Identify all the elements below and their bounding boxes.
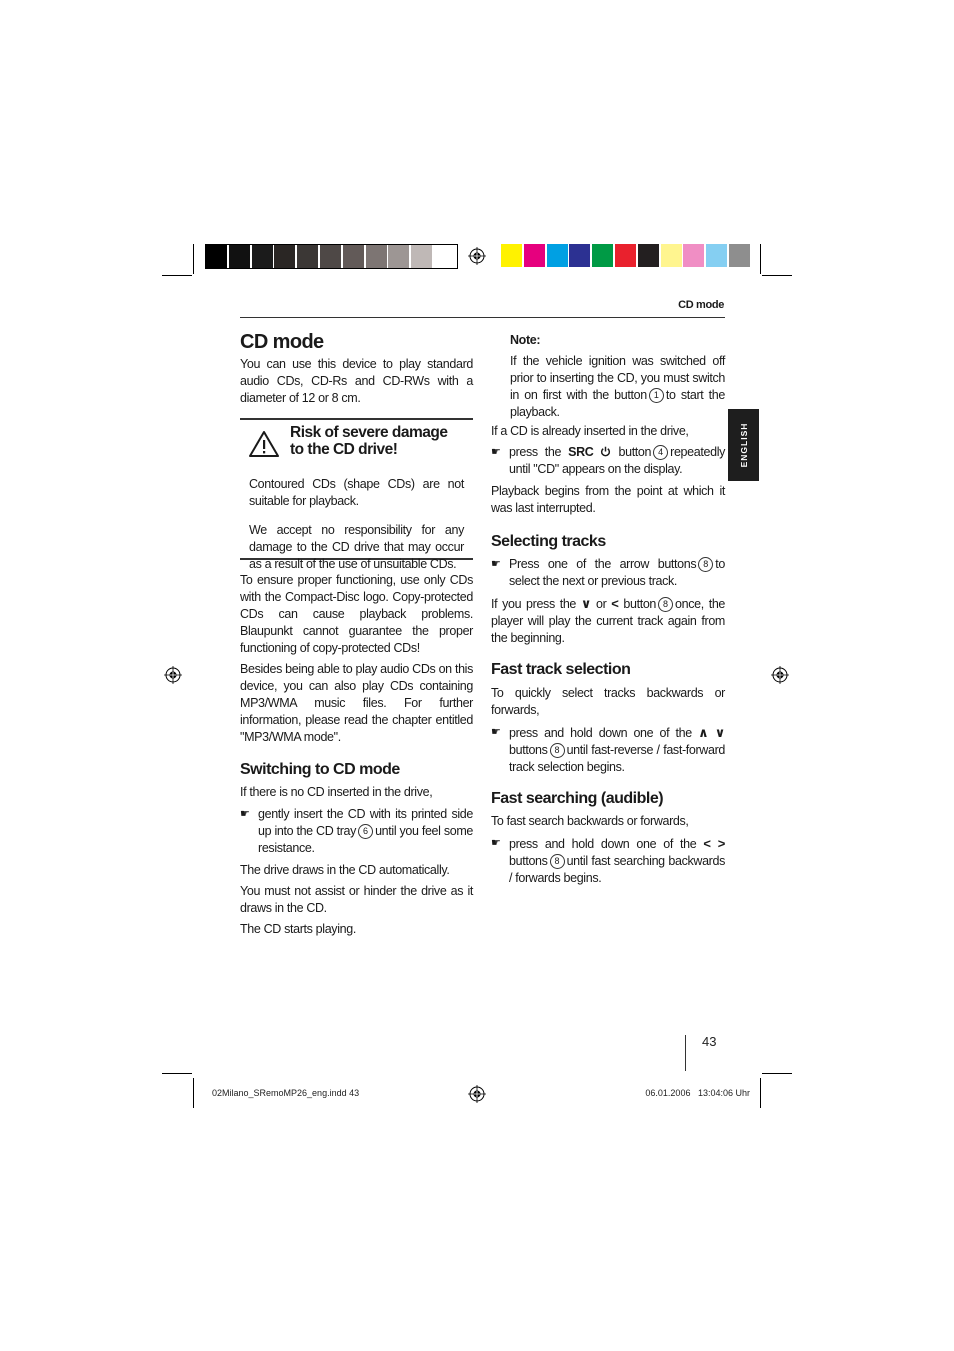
button-number-badge: 8	[658, 597, 673, 612]
crop-mark	[193, 244, 194, 274]
crop-mark	[762, 275, 792, 276]
color-swatch	[411, 245, 432, 268]
left-right-arrow-icon: < >	[703, 836, 726, 851]
language-tab-label: ENGLISH	[738, 422, 749, 468]
intro-paragraph: You can use this device to play standard audio CDs, CD-Rs and CD-RWs with a diameter of 12 or 8 cm.	[240, 357, 473, 405]
color-swatch	[683, 244, 704, 267]
registration-mark-icon	[468, 1085, 486, 1103]
color-swatch	[706, 244, 727, 267]
crop-mark	[162, 1073, 192, 1074]
down-arrow-icon: ∨	[580, 596, 592, 611]
button-number-badge: 4	[653, 445, 668, 460]
color-calibration-bar	[501, 244, 752, 267]
color-swatch	[229, 245, 250, 268]
header-rule	[240, 317, 725, 318]
color-swatch	[366, 245, 387, 268]
switching-section: If there is no CD inserted in the drive, ☛ gently insert the CD with its printed side up into the CD tray 6 until you feel some resistance. The drive draws in the CD automatically. You must not assist or hinder the drive as it draws in the CD. The CD starts playing.	[240, 785, 473, 936]
section-heading-switching: Switching to CD mode	[240, 761, 400, 778]
note-block: Note: If the vehicle ignition was switched off prior to inserting the CD, you must switch in on first with the button 1 to start the playback.	[510, 333, 725, 419]
list-item: ☛ press and hold down one of the ∧ ∨ buttons 8 until fast-reverse / fast-forward track selection begins.	[491, 725, 725, 774]
crop-mark	[193, 1078, 194, 1108]
list-item: ☛ press the SRC button 4 repeatedly until "CD" appears on the display.	[491, 445, 726, 476]
color-swatch	[343, 245, 364, 268]
section-heading-fast-track: Fast track selection	[491, 661, 631, 678]
warning-text: Contoured CDs (shape CDs) are not suitable for playback. We accept no responsibility for any damage to the CD drive that may occur as a result of the use of unsuitable CDs.	[249, 476, 464, 571]
color-swatch	[274, 245, 295, 268]
warning-heading: Risk of severe damage to the CD drive!	[290, 424, 448, 458]
registration-mark-icon	[164, 666, 182, 684]
footer-date-info: 06.01.2006 13:04:06 Uhr	[645, 1088, 750, 1098]
list-item: ☛ gently insert the CD with its printed side up into the CD tray 6 until you feel some resistance.	[240, 807, 473, 855]
language-tab	[728, 409, 759, 481]
page-title: CD mode	[240, 331, 324, 353]
color-swatch	[592, 244, 613, 267]
up-down-arrow-icon: ∧ ∨	[698, 725, 725, 740]
button-number-badge: 8	[550, 854, 565, 869]
gray-calibration-bar	[205, 244, 458, 269]
button-number-badge: 8	[698, 557, 713, 572]
page-number-rule	[685, 1035, 686, 1071]
color-swatch	[297, 245, 318, 268]
color-swatch	[388, 245, 409, 268]
crop-mark	[760, 1078, 761, 1108]
pointing-hand-icon: ☛	[491, 837, 501, 849]
left-arrow-icon: <	[611, 596, 619, 611]
already-inserted-section: If a CD is already inserted in the drive, ☛ press the SRC button 4 repeatedly until "CD" appears on the display. Playback begins from the point at which it was last interrupted.	[491, 424, 726, 515]
fast-track-section: To quickly select tracks backwards or forwards, ☛ press and hold down one of the ∧ ∨ buttons 8 until fast-reverse / fast-forward track selection begins.	[491, 686, 725, 774]
selecting-section: ☛ Press one of the arrow buttons 8 to select the next or previous track. If you press the ∨ or < button 8 once, the player will play the current track again from the beginning.	[491, 557, 726, 645]
color-swatch	[547, 244, 568, 267]
footer-file-info: 02Milano_SRemoMP26_eng.indd 43	[212, 1088, 360, 1098]
color-swatch	[569, 244, 590, 267]
running-header: CD mode	[678, 299, 724, 311]
list-item: ☛ press and hold down one of the < > buttons 8 until fast searching backwards / forwards begins.	[491, 836, 726, 885]
color-swatch	[615, 244, 636, 267]
warning-box	[240, 418, 473, 571]
list-item: ☛ Press one of the arrow buttons 8 to select the next or previous track.	[491, 557, 725, 588]
button-number-badge: 1	[649, 388, 664, 403]
section-heading-selecting: Selecting tracks	[491, 533, 606, 550]
color-swatch	[729, 244, 750, 267]
pointing-hand-icon: ☛	[240, 808, 250, 820]
pointing-hand-icon: ☛	[491, 558, 501, 570]
fast-search-section: To fast search backwards or forwards, ☛ press and hold down one of the < > buttons 8 until fast searching backwards / forwards begins.	[491, 814, 726, 885]
registration-mark-icon	[771, 666, 789, 684]
crop-mark	[162, 275, 192, 276]
color-swatch	[638, 244, 659, 267]
color-swatch	[501, 244, 522, 267]
crop-mark	[762, 1073, 792, 1074]
color-swatch	[524, 244, 545, 267]
registration-mark-icon	[468, 247, 486, 265]
crop-mark	[760, 244, 761, 274]
pointing-hand-icon: ☛	[491, 726, 501, 738]
compact-disc-paragraphs: To ensure proper functioning, use only CDs with the Compact-Disc logo. Copy-protected CDs can cause playback problems. Blaupunkt cannot guarantee the proper functioning of copy-protected CDs! Besides being able to play audio CDs on this device, you can also play CDs containing MP3/WMA music files. For further information, please read the chapter entitled "MP3/WMA mode".	[240, 573, 473, 744]
button-number-badge: 8	[550, 743, 565, 758]
color-swatch	[661, 244, 682, 267]
power-icon	[600, 446, 611, 457]
button-number-badge: 6	[358, 824, 373, 839]
color-swatch	[206, 245, 227, 268]
color-swatch	[320, 245, 341, 268]
src-button-label: SRC	[568, 445, 594, 459]
section-heading-fast-search: Fast searching (audible)	[491, 790, 664, 807]
color-swatch	[434, 245, 455, 268]
warning-triangle-icon	[248, 430, 280, 458]
page-number: 43	[702, 1034, 717, 1049]
pointing-hand-icon: ☛	[491, 446, 501, 458]
color-swatch	[252, 245, 273, 268]
